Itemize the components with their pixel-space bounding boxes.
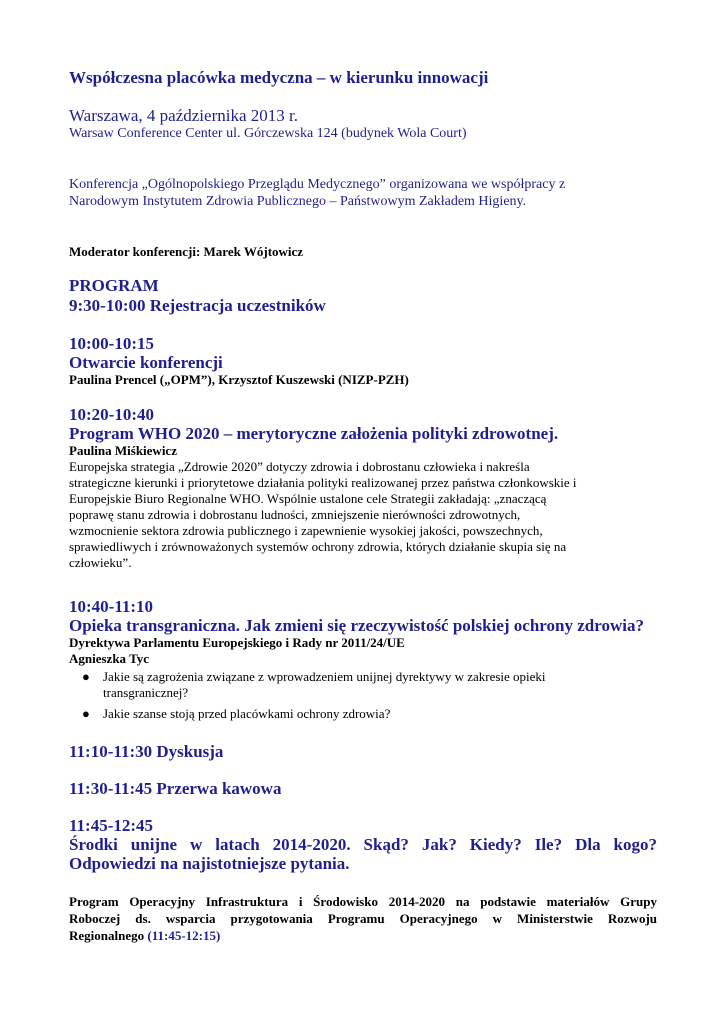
description-line: sprawiedliwych i zrównoważonych systemów ochrony zdrowia, których działanie skupia się na	[69, 539, 567, 554]
registration-item: 9:30-10:00 Rejestracja uczestników	[69, 296, 326, 315]
description-line-last	[69, 927, 657, 944]
session-coffee-break	[69, 779, 657, 798]
session-eu-funds	[69, 816, 657, 873]
description-line: strategiczne kierunki i priorytetowe działania polityki realizowanej przez państwa członkowskie i	[69, 475, 577, 490]
event-venue: Warsaw Conference Center ul. Górczewska 124 (budynek Wola Court)	[69, 126, 467, 141]
session-speakers: Paulina Prencel („OPM”), Krzysztof Kuszewski (NIZP-PZH)	[69, 372, 409, 387]
bullet-icon: ●	[82, 669, 90, 684]
conference-line: Narodowym Instytutem Zdrowia Publicznego – Państwowym Zakładem Higieny.	[69, 194, 527, 209]
session-directive: Dyrektywa Parlamentu Europejskiego i Rady nr 2011/24/UE	[69, 635, 405, 650]
session-discussion	[69, 742, 657, 761]
session-cross-border-care	[69, 597, 657, 727]
description-line: człowieku”.	[69, 555, 132, 570]
conference-line: Konferencja „Ogólnopolskiego Przeglądu Medycznego” organizowana we współpracy z	[69, 177, 566, 192]
document-title: Współczesna placówka medyczna – w kierunku innowacji	[69, 68, 489, 87]
description-line: wzmocnienie sektora zdrowia publicznego i zapewnienie wysokiej jakości, powszechnych,	[69, 523, 543, 538]
session-time: 10:20-10:40	[69, 405, 154, 424]
session-speaker: Agnieszka Tyc	[69, 651, 150, 666]
session-title: Opieka transgraniczna. Jak zmieni się rzeczywistość polskiej ochrony zdrowia?	[69, 616, 644, 635]
session-title: Środki unijne w latach 2014-2020. Skąd? Jak? Kiedy? Ile? Dla kogo?	[69, 835, 657, 854]
description-line: Europejska strategia „Zdrowie 2020” dotyczy zdrowia i dobrostanu człowieka i nakreśla	[69, 459, 530, 474]
moderator: Moderator konferencji: Marek Wójtowicz	[69, 244, 304, 259]
description-line: Program Operacyjny Infrastruktura i Środowisko 2014-2020 na podstawie materiałów Grupy	[69, 894, 657, 909]
session-speaker: Paulina Miśkiewicz	[69, 443, 177, 458]
description-line: Europejskie Biuro Regionalne WHO. Wspólnie ustalone cele Strategii zakładają: „znaczącą	[69, 491, 547, 506]
session-title-continued: Odpowiedzi na najistotniejsze pytania.	[69, 854, 350, 873]
session-time: 11:45-12:45	[69, 816, 154, 835]
event-date: Warszawa, 4 października 2013 r.	[69, 106, 298, 125]
description-text: Regionalnego	[69, 928, 145, 943]
session-label: 11:10-11:30 Dyskusja	[69, 742, 224, 761]
session-time: 10:40-11:10	[69, 597, 154, 616]
session-label: 11:30-11:45 Przerwa kawowa	[69, 779, 282, 798]
program-header	[69, 276, 326, 316]
question-list	[69, 669, 657, 722]
program-heading: PROGRAM	[69, 276, 159, 295]
session-title: Otwarcie konferencji	[69, 353, 223, 372]
description-time: (11:45-12:15)	[147, 928, 221, 943]
list-item	[82, 669, 603, 701]
list-item-text: Jakie szanse stoją przed placówkami ochrony zdrowia?	[103, 706, 391, 721]
list-item-text: Jakie są zagrożenia związane z wprowadzeniem unijnej dyrektywy w zakresie opieki transgranicznej?	[103, 669, 546, 700]
description-line: poprawę stanu zdrowia i dobrostanu ludności, zmniejszenie nierówności zdrowotnych,	[69, 507, 521, 522]
session-title: Program WHO 2020 – merytoryczne założenia polityki zdrowotnej.	[69, 424, 559, 443]
session-eu-funds-description	[69, 893, 657, 944]
description-paragraph	[69, 893, 657, 944]
bullet-icon: ●	[82, 706, 90, 721]
session-description	[69, 459, 657, 571]
session-opening	[69, 334, 657, 388]
conference-description	[69, 176, 669, 210]
list-item	[82, 706, 603, 722]
session-time: 10:00-10:15	[69, 334, 154, 353]
session-who-2020	[69, 405, 657, 571]
description-line: Roboczej ds. wsparcia przygotowania Programu Operacyjnego w Ministerstwie Rozwoju	[69, 911, 657, 926]
